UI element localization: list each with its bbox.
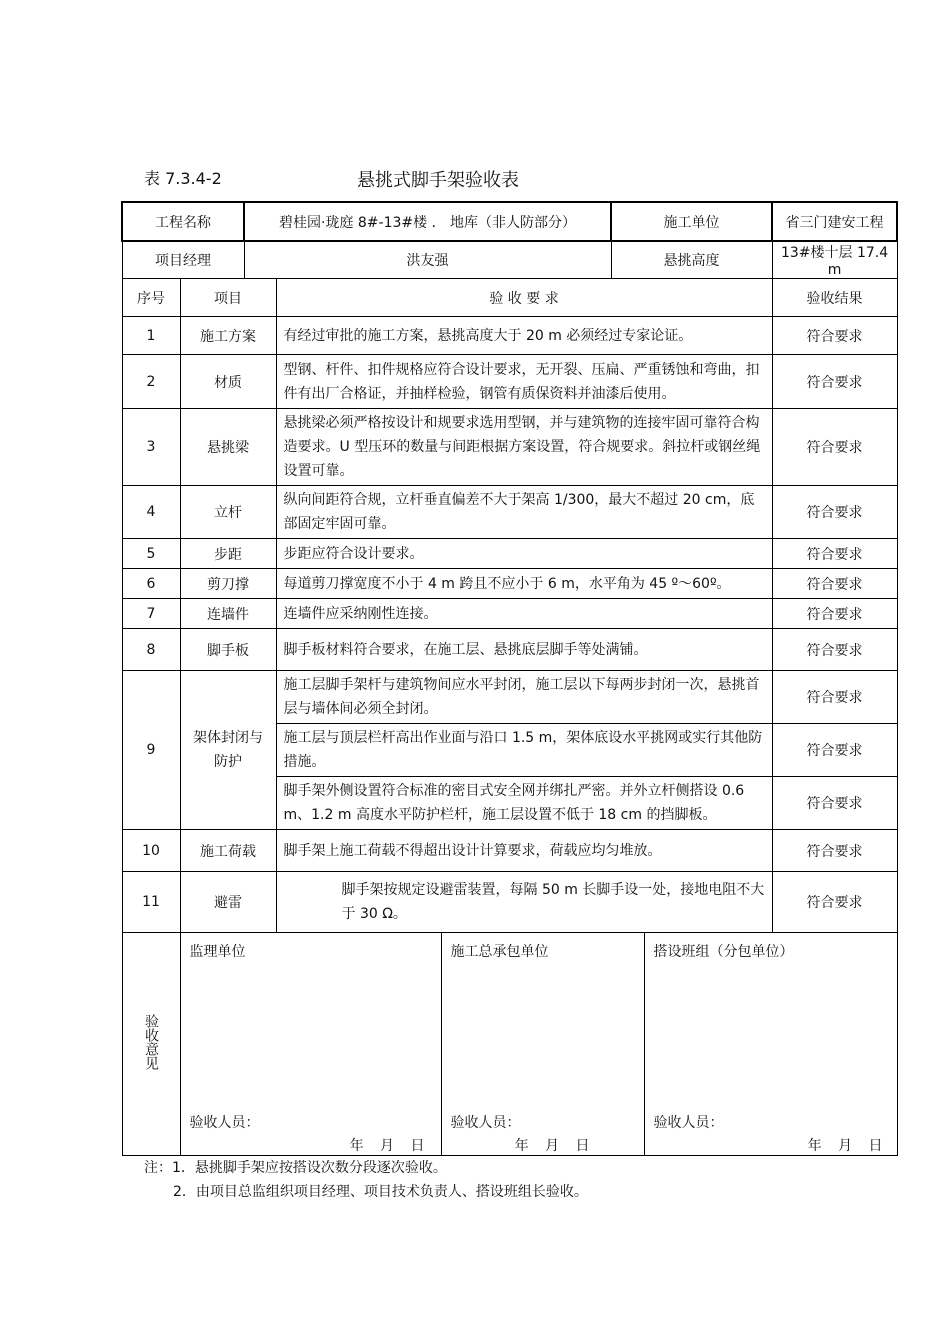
height-value: 13#楼十层 17.4 m — [772, 241, 897, 279]
row-no: 9 — [122, 671, 180, 830]
row-item: 悬挑梁 — [180, 409, 276, 486]
height-label: 悬挑高度 — [611, 241, 772, 279]
row-requirement: 每道剪刀撑宽度不小于 4 m 跨且不应小于 6 m，水平角为 45 º～60º。 — [276, 569, 772, 599]
table-row — [122, 486, 897, 539]
row-no: 8 — [122, 629, 180, 671]
row-result: 符合要求 — [772, 569, 897, 599]
row-requirement: 纵向间距符合规，立杆垂直偏差不大于架高 1/300，最大不超过 20 cm，底部固定牢固可靠。 — [276, 486, 772, 539]
col-item-header: 项目 — [180, 279, 276, 317]
row-item — [180, 671, 276, 830]
supervisor-label: 监理单位 — [189, 944, 246, 960]
table-row — [122, 671, 897, 724]
table-row — [122, 629, 897, 671]
row-item: 材质 — [180, 355, 276, 409]
row-no: 4 — [122, 486, 180, 539]
page-title: 悬挑式脚手架验收表 — [357, 170, 519, 191]
opinion-label: 验收意见 — [143, 1014, 159, 1070]
table-row — [122, 872, 897, 933]
supervisor-sign-cell — [180, 933, 441, 1156]
col-no-header: 序号 — [122, 279, 180, 317]
table-number: 表 7.3.4-2 — [144, 169, 222, 188]
team-sign-cell — [644, 933, 897, 1156]
column-header-row — [122, 279, 897, 317]
inspector-label: 验收人员： — [653, 1115, 724, 1131]
table-row — [122, 317, 897, 355]
sign-date: 年 月 日 — [807, 1138, 889, 1154]
row-result: 符合要求 — [772, 629, 897, 671]
row-item: 步距 — [180, 539, 276, 569]
row-item: 连墙件 — [180, 599, 276, 629]
contractor-sign-cell — [441, 933, 644, 1156]
row-result: 符合要求 — [772, 599, 897, 629]
row-result: 符合要求 — [772, 539, 897, 569]
table-row — [122, 569, 897, 599]
table-row — [122, 830, 897, 872]
opinion-label-cell — [122, 933, 180, 1156]
table-row — [122, 539, 897, 569]
row-requirement: 步距应符合设计要求。 — [276, 539, 772, 569]
manager-label: 项目经理 — [122, 241, 244, 279]
row-requirement: 脚手板材料符合要求，在施工层、悬挑底层脚手等处满铺。 — [276, 629, 772, 671]
row-requirement: 脚手架上施工荷载不得超出设计计算要求，荷载应均匀堆放。 — [276, 830, 772, 872]
row-result: 符合要求 — [772, 355, 897, 409]
note-item: 2．由项目总监组织项目经理、项目技术负责人、搭设班组长验收。 — [173, 1184, 588, 1200]
erection-team-label: 搭设班组（分包单位） — [653, 944, 794, 960]
row-no: 10 — [122, 830, 180, 872]
row-requirement: 型钢、杆件、扣件规格应符合设计要求，无开裂、压扁、严重锈蚀和弯曲，扣件有出厂合格证，并抽样检验，钢管有质保资料并油漆后使用。 — [276, 355, 772, 409]
table-row — [122, 409, 897, 486]
row-item: 施工荷载 — [180, 830, 276, 872]
row-item: 避雷 — [180, 872, 276, 933]
title-row — [144, 166, 904, 190]
opinion-row — [122, 933, 897, 1156]
contractor-label: 施工单位 — [611, 202, 772, 241]
row-no: 7 — [122, 599, 180, 629]
general-contractor-label: 施工总承包单位 — [450, 944, 549, 960]
row-requirement: 连墙件应采纳刚性连接。 — [276, 599, 772, 629]
row-item: 剪刀撑 — [180, 569, 276, 599]
row-result: 符合要求 — [772, 486, 897, 539]
table-row — [122, 355, 897, 409]
inspector-label: 验收人员： — [189, 1115, 260, 1131]
row-result: 符合要求 — [772, 317, 897, 355]
col-result-header: 验收结果 — [772, 279, 897, 317]
row-result: 符合要求 — [772, 830, 897, 872]
sign-date: 年 月 日 — [514, 1138, 596, 1154]
inspector-label: 验收人员： — [450, 1115, 521, 1131]
manager-value: 洪友强 — [244, 241, 611, 279]
row-requirement: 施工层与顶层栏杆高出作业面与沿口 1.5 m，架体底设水平挑网或实行其他防措施。 — [276, 724, 772, 777]
row-item: 脚手板 — [180, 629, 276, 671]
row-result: 符合要求 — [772, 777, 897, 830]
table-row — [122, 599, 897, 629]
row-result: 符合要求 — [772, 671, 897, 724]
row-requirement: 施工层脚手架杆与建筑物间应水平封闭，施工层以下每两步封闭一次，悬挑首层与墙体间必须全封闭。 — [276, 671, 772, 724]
info-row-2 — [122, 241, 897, 279]
row-no: 1 — [122, 317, 180, 355]
project-name-label: 工程名称 — [122, 202, 244, 241]
row-no: 2 — [122, 355, 180, 409]
contractor-value: 省三门建安工程 — [772, 202, 897, 241]
row-item: 立杆 — [180, 486, 276, 539]
note-item: 注：1．悬挑脚手架应按搭设次数分段逐次验收。 — [144, 1160, 447, 1176]
sign-date: 年 月 日 — [349, 1138, 431, 1154]
row-requirement: 悬挑梁必须严格按设计和规要求选用型钢，并与建筑物的连接牢固可靠符合构造要求。U 型压环的数量与间距根据方案设置，符合规要求。斜拉杆或钢丝绳设置可靠。 — [276, 409, 772, 486]
row-item-label: 架体封闭与防护 — [193, 730, 263, 770]
notes — [144, 1156, 588, 1204]
row-no: 11 — [122, 872, 180, 933]
row-result: 符合要求 — [772, 409, 897, 486]
row-result: 符合要求 — [772, 872, 897, 933]
acceptance-table — [121, 201, 898, 1156]
row-requirement: 脚手架按规定设避雷装置，每隔 50 m 长脚手设一处，接地电阻不大于 30 Ω。 — [276, 872, 772, 933]
row-item: 施工方案 — [180, 317, 276, 355]
row-no: 5 — [122, 539, 180, 569]
row-result: 符合要求 — [772, 724, 897, 777]
project-name-value: 碧桂园·珑庭 8#-13#楼 ． 地库（非人防部分） — [244, 202, 611, 241]
row-requirement: 有经过审批的施工方案，悬挑高度大于 20 m 必须经过专家论证。 — [276, 317, 772, 355]
info-row-1 — [122, 202, 897, 241]
row-no: 6 — [122, 569, 180, 599]
row-no: 3 — [122, 409, 180, 486]
row-requirement: 脚手架外侧设置符合标准的密目式安全网并绑扎严密。并外立杆侧搭设 0.6 m、1.2 m 高度水平防护栏杆，施工层设置不低于 18 cm 的挡脚板。 — [276, 777, 772, 830]
col-requirement-header: 验 收 要 求 — [276, 279, 772, 317]
